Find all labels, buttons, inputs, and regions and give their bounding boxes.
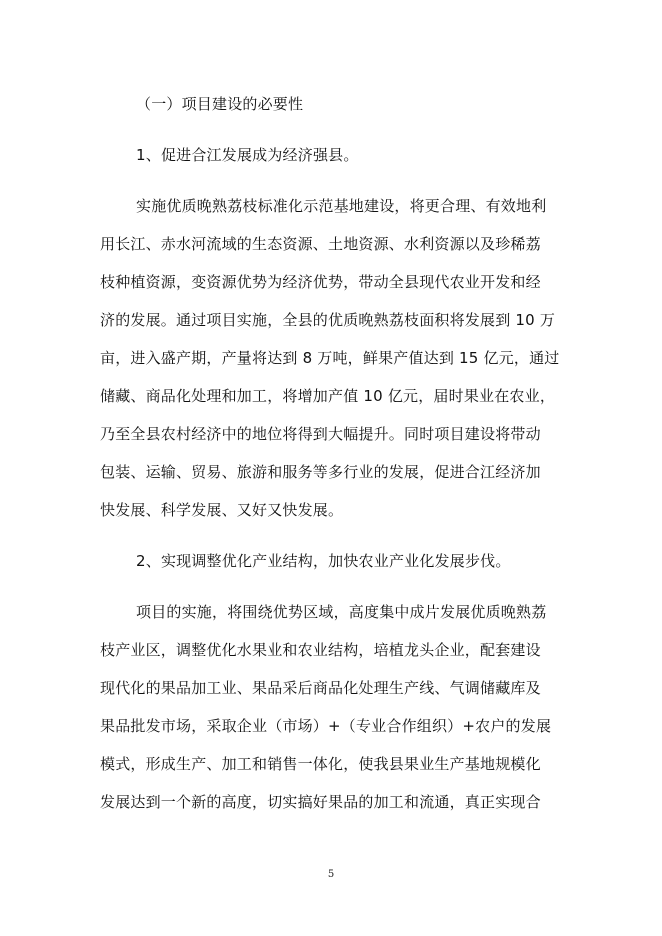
- paragraph-1-line-3: 枝种植资源，变资源优势为经济优势，带动全县现代农业开发和经: [100, 273, 541, 291]
- paragraph-2-line-1: 项目的实施，将围绕优势区域，高度集中成片发展优质晚熟荔: [136, 603, 547, 621]
- paragraph-2-line-2: 枝产业区，调整优化水果业和农业结构，培植龙头企业，配套建设: [100, 641, 541, 659]
- paragraph-2-line-6: 发展达到一个新的高度，切实搞好果品的加工和流通，真正实现合: [100, 793, 541, 811]
- paragraph-1-line-1: 实施优质晚熟荔枝标准化示范基地建设，将更合理、有效地利: [136, 197, 547, 215]
- paragraph-2-line-5: 模式，形成生产、加工和销售一体化，使我县果业生产基地规模化: [100, 755, 541, 773]
- paragraph-1-line-5: 亩，进入盛产期，产量将达到 8 万吨，鲜果产值达到 15 亿元，通过: [100, 349, 560, 367]
- paragraph-2-line-3: 现代化的果品加工业、果品采后商品化处理生产线、气调储藏库及: [100, 679, 541, 697]
- paragraph-1-line-8: 包装、运输、贸易、旅游和服务等多行业的发展，促进合江经济加: [100, 463, 541, 481]
- item-1-title: 1、促进合江发展成为经济强县。: [136, 146, 359, 164]
- paragraph-1-line-2: 用长江、赤水河流域的生态资源、土地资源、水利资源以及珍稀荔: [100, 235, 541, 253]
- paragraph-1-line-4: 济的发展。通过项目实施，全县的优质晚熟荔枝面积将发展到 10 万: [100, 311, 556, 329]
- page-number: 5: [327, 869, 335, 880]
- paragraph-1-line-9: 快发展、科学发展、又好又快发展。: [100, 501, 344, 519]
- paragraph-1-line-6: 储藏、商品化处理和加工，将增加产值 10 亿元，届时果业在农业，: [100, 387, 556, 405]
- section-heading: （一）项目建设的必要性: [136, 95, 304, 113]
- paragraph-2-line-4: 果品批发市场，采取企业（市场）+（专业合作组织）+农户的发展: [100, 717, 552, 735]
- item-2-title: 2、实现调整优化产业结构，加快农业产业化发展步伐。: [136, 552, 511, 570]
- paragraph-1-line-7: 乃至全县农村经济中的地位将得到大幅提升。同时项目建设将带动: [100, 425, 541, 443]
